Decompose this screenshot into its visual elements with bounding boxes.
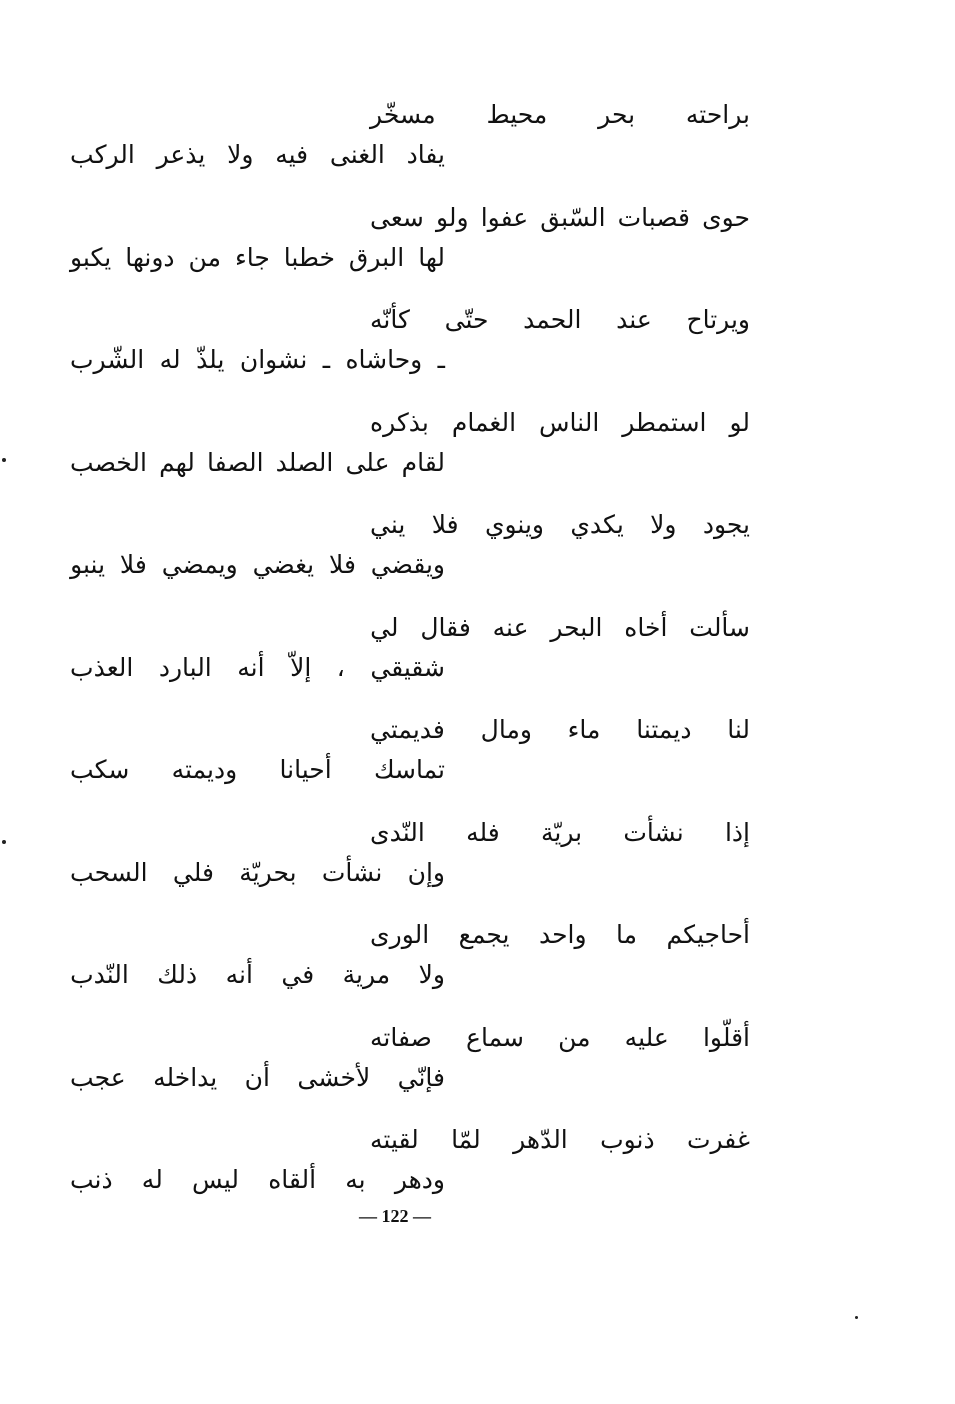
verse-word: أنه bbox=[225, 960, 253, 989]
verse-word: يفاد bbox=[406, 140, 445, 169]
stanza bbox=[60, 713, 760, 803]
stanza bbox=[60, 611, 760, 701]
verse-word: يجمع bbox=[458, 920, 510, 949]
stanza bbox=[60, 303, 760, 393]
verse-second-hemistich bbox=[70, 1163, 445, 1197]
verse-word: لهم bbox=[159, 447, 195, 477]
verse-word: الشّرب bbox=[70, 345, 145, 374]
verse-word: محيط bbox=[486, 100, 548, 129]
verse-word: له bbox=[159, 345, 181, 374]
verse-word: الدّهر bbox=[513, 1125, 568, 1154]
verse-first-hemistich bbox=[370, 713, 750, 747]
verse-first-hemistich bbox=[370, 1123, 750, 1157]
verse-second-hemistich bbox=[70, 446, 445, 480]
verse-word: عند bbox=[616, 305, 652, 334]
verse-word: فلا bbox=[119, 550, 147, 579]
verse-word: نشأت bbox=[623, 817, 684, 847]
verse-word: لقيته bbox=[370, 1125, 419, 1154]
verse-word: ماء bbox=[567, 715, 601, 744]
verse-word: عليه bbox=[624, 1022, 669, 1052]
verse-word: جاء bbox=[234, 242, 270, 272]
verse-word: فله bbox=[466, 817, 500, 847]
verse-word: وحاشاه bbox=[345, 345, 423, 374]
verse-word: يغضي bbox=[252, 550, 315, 579]
verse-word: له bbox=[141, 1165, 163, 1194]
verse-word: ينبو bbox=[70, 550, 106, 579]
verse-word: من bbox=[188, 242, 221, 272]
verse-word: أنه bbox=[237, 652, 265, 682]
verse-word: استمطر bbox=[622, 407, 707, 437]
verse-word: السّبق bbox=[540, 202, 606, 232]
verse-word: دونها bbox=[125, 242, 175, 272]
verse-word: لمّا bbox=[451, 1125, 481, 1154]
verse-word: سعى bbox=[370, 202, 424, 232]
verse-word: لها bbox=[418, 242, 445, 272]
verse-first-hemistich bbox=[370, 918, 750, 952]
verse-word: غفرت bbox=[686, 1125, 750, 1154]
verse-word: سألت bbox=[689, 612, 750, 642]
verse-word: أن bbox=[244, 1062, 270, 1092]
verse-first-hemistich bbox=[370, 1021, 750, 1055]
verse-word: نشوان bbox=[239, 345, 308, 374]
verse-word: يجود bbox=[702, 510, 750, 539]
verse-word: فلا bbox=[329, 550, 356, 579]
verse-word: يكبو bbox=[70, 242, 112, 272]
verse-word: يكدي bbox=[570, 510, 624, 539]
verse-word: أقلّوا bbox=[702, 1022, 750, 1052]
verse-word: ولو bbox=[435, 202, 469, 232]
stanza bbox=[60, 201, 760, 291]
verse-word: ، bbox=[336, 652, 345, 682]
verse-second-hemistich bbox=[70, 241, 445, 275]
verse-word: يني bbox=[370, 510, 406, 539]
verse-word: مسخّر bbox=[370, 100, 436, 129]
verse-word: أحيانا bbox=[279, 755, 332, 784]
margin-speck bbox=[2, 840, 6, 844]
stanza bbox=[60, 406, 760, 496]
stanza bbox=[60, 918, 760, 1008]
verse-word: ولا bbox=[650, 510, 677, 539]
verse-word: عفوا bbox=[480, 202, 529, 232]
verse-word: به bbox=[345, 1165, 366, 1194]
verse-word: إذا bbox=[724, 817, 750, 847]
stanza bbox=[60, 98, 760, 188]
verse-word: فلا bbox=[431, 510, 459, 539]
verse-second-hemistich bbox=[70, 651, 445, 685]
verse-word: إلاّ bbox=[290, 652, 312, 682]
verse-word: وديمته bbox=[171, 755, 238, 784]
verse-second-hemistich bbox=[70, 548, 445, 582]
verse-word: براحته bbox=[685, 100, 750, 129]
verse-word: الغمام bbox=[451, 407, 517, 437]
verse-word: أخاه bbox=[624, 612, 668, 642]
verse-word: تماسك bbox=[373, 755, 445, 784]
verse-word: فلي bbox=[172, 857, 214, 887]
verse-word: بذكره bbox=[370, 407, 429, 437]
verse-word: ويرتاح bbox=[686, 305, 750, 334]
verse-word: البارد bbox=[158, 652, 212, 682]
verse-word: الخصب bbox=[70, 447, 147, 477]
verse-word: ذلك bbox=[157, 960, 198, 989]
verse-word: ويمضي bbox=[161, 550, 238, 579]
verse-word: بحريّة bbox=[239, 857, 297, 887]
verse-second-hemistich bbox=[70, 753, 445, 787]
verse-word: سكب bbox=[70, 755, 130, 784]
verse-word: ويقضي bbox=[370, 550, 445, 579]
verse-word: شقيقي bbox=[370, 652, 445, 682]
verse-word: حوى bbox=[702, 202, 750, 232]
page-number: — 122 — bbox=[359, 1206, 431, 1226]
verse-word: وإن bbox=[407, 857, 445, 887]
verse-word: لقام bbox=[401, 447, 445, 477]
verse-word: البحر bbox=[550, 612, 603, 642]
verse-word: بحر bbox=[598, 100, 636, 129]
verse-word: فديمتي bbox=[370, 715, 445, 744]
verse-word: على bbox=[345, 447, 390, 477]
verse-word: ودهر bbox=[394, 1165, 445, 1194]
verse-word: عنه bbox=[492, 612, 529, 642]
verse-word: في bbox=[281, 960, 315, 989]
verse-word: يذعر bbox=[156, 140, 206, 169]
verse-word: حتّى bbox=[444, 305, 489, 334]
verse-second-hemistich bbox=[70, 958, 445, 992]
verse-word: الصلد bbox=[275, 447, 334, 477]
stanza bbox=[60, 816, 760, 906]
verse-word: مرية bbox=[342, 960, 391, 989]
verse-word: كأنّه bbox=[370, 305, 410, 334]
verse-second-hemistich bbox=[70, 138, 445, 172]
verse-word: ليس bbox=[191, 1165, 240, 1194]
verse-word: النّدى bbox=[370, 817, 425, 847]
verse-word: فيه bbox=[275, 140, 309, 169]
verse-word: ولا bbox=[418, 960, 445, 989]
verse-word: قصبات bbox=[617, 202, 690, 232]
stanza bbox=[60, 508, 760, 598]
verse-word: ومال bbox=[480, 715, 532, 744]
verse-word: لو bbox=[729, 407, 750, 437]
verse-word: واحد bbox=[538, 920, 587, 949]
verse-word: البرق bbox=[348, 242, 405, 272]
verse-word: ما bbox=[616, 920, 638, 949]
verse-word: الورى bbox=[370, 920, 430, 949]
verse-word: من bbox=[558, 1022, 591, 1052]
stanza bbox=[60, 1021, 760, 1111]
verse-word: بريّة bbox=[540, 817, 583, 847]
verse-word: الصفا bbox=[207, 447, 264, 477]
verse-word: نشأت bbox=[321, 857, 383, 887]
verse-first-hemistich bbox=[370, 611, 750, 645]
verse-word: لنا bbox=[727, 715, 750, 744]
verse-second-hemistich bbox=[70, 343, 445, 377]
verse-second-hemistich bbox=[70, 856, 445, 890]
verse-word: يلذّ bbox=[196, 345, 225, 374]
verse-word: يداخله bbox=[153, 1062, 218, 1092]
verse-word: النّدب bbox=[70, 960, 129, 989]
verse-word: عجب bbox=[70, 1062, 126, 1092]
stanza bbox=[60, 1123, 760, 1213]
verse-word: وينوي bbox=[484, 510, 544, 539]
verse-word: فإنّي bbox=[397, 1062, 445, 1092]
verse-word: الغنى bbox=[329, 140, 385, 169]
verse-first-hemistich bbox=[370, 406, 750, 440]
verse-word: الحمد bbox=[523, 305, 582, 334]
verse-word: لي bbox=[370, 612, 399, 642]
verse-word: ذنب bbox=[70, 1165, 113, 1194]
verse-word: فقال bbox=[420, 612, 471, 642]
verse-word: صفاته bbox=[370, 1022, 432, 1052]
verse-word: سماع bbox=[466, 1022, 524, 1052]
verse-first-hemistich bbox=[370, 303, 750, 337]
verse-word: ديمتنا bbox=[636, 715, 692, 744]
verse-word: ـ bbox=[322, 345, 331, 374]
margin-speck bbox=[855, 1316, 858, 1319]
verse-word: خطبا bbox=[283, 242, 335, 272]
verse-word: الناس bbox=[539, 407, 600, 437]
verse-word: ألقاه bbox=[268, 1165, 317, 1194]
verse-word: أحاجيكم bbox=[666, 920, 750, 949]
verse-word: الركب bbox=[70, 140, 135, 169]
verse-word: لأخشى bbox=[297, 1062, 371, 1092]
verse-first-hemistich bbox=[370, 508, 750, 542]
verse-word: ذنوب bbox=[600, 1125, 655, 1154]
verse-word: العذب bbox=[70, 652, 134, 682]
verse-word: ـ bbox=[437, 345, 445, 374]
verse-first-hemistich bbox=[370, 816, 750, 850]
verse-word: ولا bbox=[227, 140, 254, 169]
margin-speck bbox=[2, 458, 6, 462]
verse-first-hemistich bbox=[370, 201, 750, 235]
verse-second-hemistich bbox=[70, 1061, 445, 1095]
verse-word: السحب bbox=[70, 857, 148, 887]
verse-first-hemistich bbox=[370, 98, 750, 132]
